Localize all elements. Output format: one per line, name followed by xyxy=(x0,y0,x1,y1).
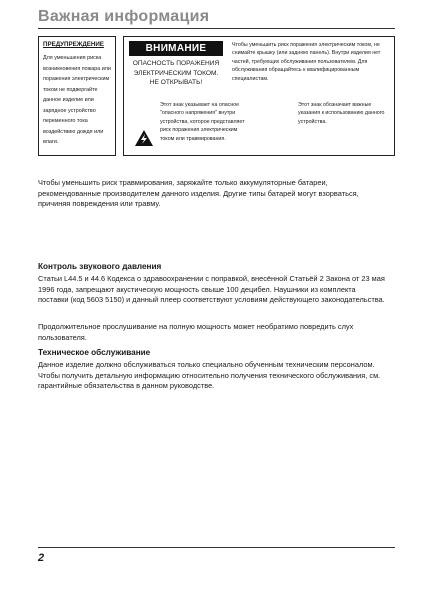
exclamation-symbol-note: Этот знак обозначает важные указания к использованию данного устройства. xyxy=(298,102,385,125)
warning-heading: ПРЕДУПРЕЖДЕНИЕ xyxy=(43,41,104,48)
voltage-symbol-note: Этот знак указывает на опасное "опасного напряжения" внутри устройства, которое представляет риск поражения электрическим током или травмирования. xyxy=(160,102,245,142)
shock-hazard-line: ОПАСНОСТЬ ПОРАЖЕНИЯ xyxy=(132,60,220,67)
maintenance-heading: Техническое обслуживание xyxy=(38,348,151,357)
sound-pressure-paragraph: Статьи L44.5 и 44.6 Кодекса о здравоохранении с поправкой, внесённой Статьёй 2 Закона от 23 мая 1996 года, запрещают акустическую мощность свыше 100 децибел. Наушники из комплекта поставки (код 5603 5150) и данный плеер соответствуют условиям действующего законодательства. xyxy=(38,274,385,305)
shock-hazard-text xyxy=(129,59,223,88)
page-number: 2 xyxy=(38,552,45,564)
title-divider xyxy=(38,28,395,29)
shock-hazard-line: НЕ ОТКРЫВАТЬ! xyxy=(149,79,203,87)
maintenance-paragraph: Данное изделие должно обслуживаться только специально обученным техническим персоналом. Чтобы получить детальную информацию относительно получения технического обслуживания, см. гарантийные обязательства в данном руководстве. xyxy=(38,360,381,391)
warning-body: Для уменьшения риска возникновения пожара или поражения электрическим током не подвергайте данное изделие или зарядное устройство переменного тока воздействию дождя или влаги. xyxy=(43,55,111,145)
page-title: Важная информация xyxy=(38,8,210,25)
sound-pressure-heading: Контроль звукового давления xyxy=(38,262,162,271)
shock-hazard-line: ЭЛЕКТРИЧЕСКИМ ТОКОМ. xyxy=(133,69,219,77)
hearing-warning-paragraph: Продолжительное прослушивание на полную мощность может необратимо повредить слух пользователя. xyxy=(38,322,354,342)
battery-warning-paragraph: Чтобы уменьшить риск травмирования, заряжайте только аккумуляторные батареи, рекомендованные производителем данного изделия. Другие типы батарей могут взорваться, причиняя повреждения или травму. xyxy=(38,178,359,209)
cover-removal-note: Чтобы уменьшить риск поражения электрическим током, не снимайте крышку (или заднюю панель). Внутри изделия нет частей, требующих обслуживания пользователем. Для обслуживания обращайтесь к квалифицированным специалистам. xyxy=(232,42,381,82)
caution-box xyxy=(123,36,395,156)
lightning-warning-icon xyxy=(134,129,154,147)
footer-divider xyxy=(38,547,395,548)
warning-box xyxy=(38,36,116,156)
caution-label: ВНИМАНИЕ xyxy=(129,41,223,56)
